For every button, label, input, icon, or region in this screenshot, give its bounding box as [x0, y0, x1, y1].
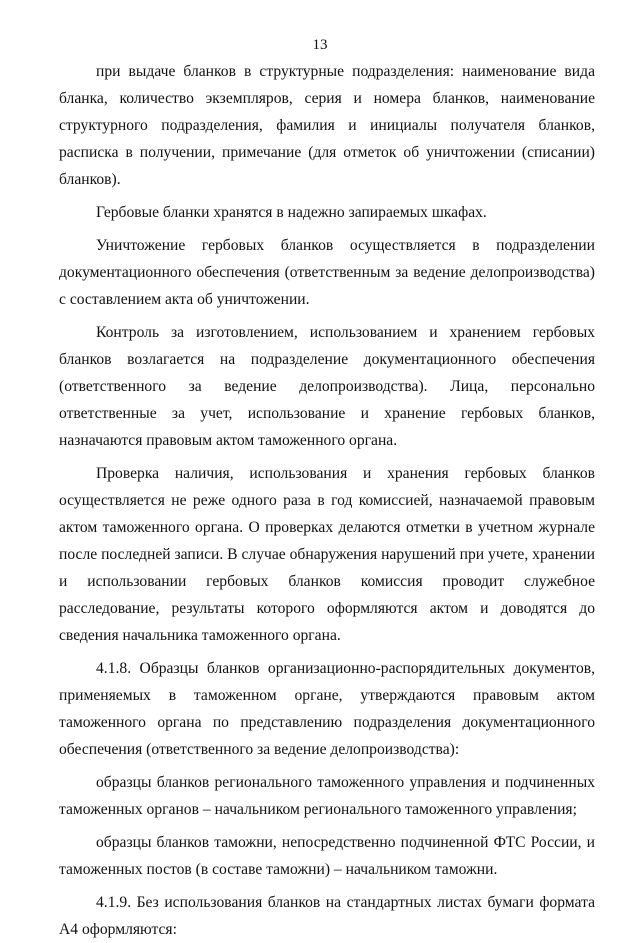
paragraph-4-1-8: 4.1.8. Образцы бланков организационно-распорядительных документов, применяемых в таможенном органе, утверждаются правовым актом таможенного органа по представлению подразделения документационного обеспечения (ответственного за ведение делопроизводства):	[59, 660, 595, 758]
page-number: 13	[312, 37, 328, 53]
paragraph-4-1-9: 4.1.9. Без использования бланков на стандартных листах бумаги формата А4 оформляются:	[59, 894, 595, 938]
paragraph-control: Контроль за изготовлением, использованием и хранением гербовых бланков возлагается на подразделение документационного обеспечения (ответственного за ведение делопроизводства). Лица, персонально ответственные за учет, использование и хранение гербовых бланков, назначаются правовым актом таможенного органа.	[59, 324, 595, 449]
paragraph-customs-blanks: образцы бланков таможни, непосредственно подчиненной ФТС России, и таможенных постов (в составе таможни) – начальником таможни.	[59, 834, 595, 878]
text-body	[59, 58, 595, 943]
paragraph-destruction: Уничтожение гербовых бланков осуществляется в подразделении документационного обеспечения (ответственным за ведение делопроизводства) с составлением акта об уничтожении.	[59, 237, 595, 308]
paragraph-storage: Гербовые бланки хранятся в надежно запираемых шкафах.	[96, 204, 487, 221]
paragraph-inspection: Проверка наличия, использования и хранения гербовых бланков осуществляется не реже одного раза в год комиссией, назначаемой правовым актом таможенного органа. О проверках делаются отметки в учетном журнале после последней записи. В случае обнаружения нарушений при учете, хранении и использовании гербовых бланков комиссия проводит служебное расследование, результаты которого оформляются актом и доводятся до сведения начальника таможенного органа.	[59, 465, 595, 644]
paragraph-regional-blanks: образцы бланков регионального таможенного управления и подчиненных таможенных органов – начальником регионального таможенного управления;	[59, 774, 595, 818]
paragraph-blank-issuance: при выдаче бланков в структурные подразделения: наименование вида бланка, количество экземпляров, серия и номера бланков, наименование структурного подразделения, фамилия и инициалы получателя бланков, расписка в получении, примечание (для отметок об уничтожении (списании) бланков).	[59, 63, 595, 188]
